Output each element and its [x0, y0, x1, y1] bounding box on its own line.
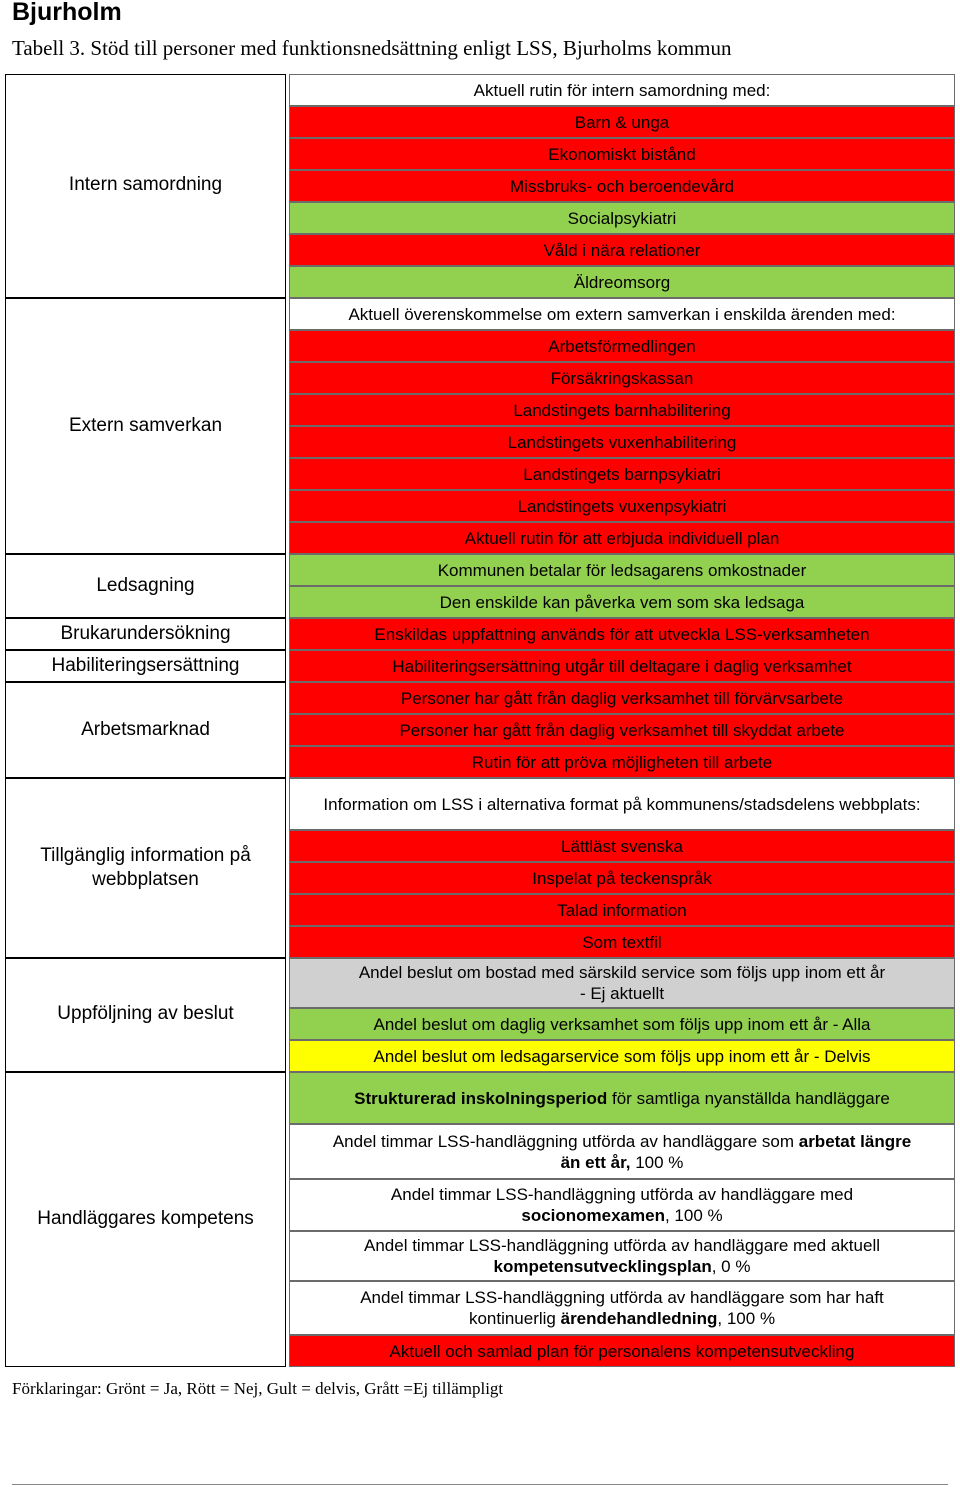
- label-extern-samverkan: Extern samverkan: [68, 415, 223, 436]
- row-forsakringskassan: Försäkringskassan: [289, 362, 955, 394]
- label-arbetsmarknad: Arbetsmarknad: [81, 719, 210, 740]
- row-arbetat-bold-1: arbetat längre: [798, 1131, 912, 1151]
- row-header-extern: Aktuell överenskommelse om extern samverkan i enskilda ärenden med:: [289, 298, 955, 330]
- row-rutin-arbete: Rutin för att pröva möjligheten till arbete: [289, 746, 955, 778]
- row-inskolning-bold: Strukturerad inskolningsperiod: [354, 1088, 608, 1108]
- row-samlad-plan: Aktuell och samlad plan för personalens kompetensutveckling: [289, 1335, 955, 1367]
- row-textfil: Som textfil: [289, 926, 955, 958]
- row-aldreomsorg: Äldreomsorg: [289, 266, 955, 298]
- row-handledning-text-b: kontinuerlig: [468, 1309, 561, 1328]
- row-bostad-text-1: Andel beslut om bostad med särskild service som följs upp inom ett år: [358, 963, 886, 982]
- row-header-intern: Aktuell rutin för intern samordning med:: [289, 74, 955, 106]
- page-heading: Bjurholm: [12, 0, 122, 26]
- label-intern-samordning: Intern samordning: [68, 174, 223, 195]
- legend-text: Förklaringar: Grönt = Ja, Rött = Nej, Gult = delvis, Grått =Ej tillämpligt: [12, 1379, 504, 1398]
- row-skyddat-arbete: Personer har gått från daglig verksamhet till skyddat arbete: [289, 714, 955, 746]
- row-daglig-uppfoljning: Andel beslut om daglig verksamhet som följs upp inom ett år - Alla: [289, 1008, 955, 1040]
- row-kompetensplan-text-a: Andel timmar LSS-handläggning utförda av handläggare med aktuell: [364, 1236, 880, 1255]
- row-inskolning-rest: för samtliga nyanställda handläggare: [607, 1088, 890, 1108]
- row-inskolning: [289, 1072, 955, 1124]
- row-ledsagar-uppfoljning: Andel beslut om ledsagarservice som följs upp inom ett år - Delvis: [289, 1040, 955, 1072]
- label-habiliteringsersattning: Habiliteringsersättning: [51, 655, 240, 676]
- row-forvarvsarbete: Personer har gått från daglig verksamhet till förvärvsarbete: [289, 682, 955, 714]
- footer-divider: [12, 1484, 948, 1485]
- label-handlaggares-kompetens: Handläggares kompetens: [37, 1208, 254, 1229]
- row-vald: Våld i nära relationer: [289, 234, 955, 266]
- label-brukarundersokning: Brukarundersökning: [60, 623, 231, 644]
- row-ekonomiskt-bistand: Ekonomiskt bistånd: [289, 138, 955, 170]
- table-title: Tabell 3. Stöd till personer med funktionsnedsättning enligt LSS, Bjurholms kommun: [12, 36, 732, 60]
- row-handledning-bold: ärendehandledning: [560, 1309, 718, 1328]
- label-info-line2: webbplatsen: [92, 869, 199, 890]
- row-socialpsykiatri: Socialpsykiatri: [289, 202, 955, 234]
- row-vuxenhabilitering: Landstingets vuxenhabilitering: [289, 426, 955, 458]
- row-bostad-uppfoljning: [289, 958, 955, 1008]
- row-enskildas-uppfattning: Enskildas uppfattning används för att utveckla LSS-verksamheten: [289, 618, 955, 650]
- row-arbetat-text-a: Andel timmar LSS-handläggning utförda av handläggare som: [332, 1131, 799, 1151]
- row-missbruk: Missbruks- och beroendevård: [289, 170, 955, 202]
- row-socionom-bold: socionomexamen: [521, 1206, 665, 1225]
- row-habiliteringsersattning: Habiliteringsersättning utgår till deltagare i daglig verksamhet: [289, 650, 955, 682]
- row-arbetsformedlingen: Arbetsförmedlingen: [289, 330, 955, 362]
- row-handledning-text-c: , 100 %: [717, 1309, 776, 1328]
- row-arbetat-bold-2: än ett år,: [560, 1152, 631, 1172]
- row-socionom-text-a: Andel timmar LSS-handläggning utförda av handläggare med: [390, 1185, 854, 1204]
- row-talad-information: Talad information: [289, 894, 955, 926]
- row-ledsagare-omkostnader: Kommunen betalar för ledsagarens omkostnader: [289, 554, 955, 586]
- row-kompetensplan-bold: kompetensutvecklingsplan: [493, 1257, 712, 1276]
- label-info-line1: Tillgänglig information på: [40, 845, 251, 866]
- row-header-info: Information om LSS i alternativa format på kommunens/stadsdelens webbplats:: [289, 778, 955, 830]
- row-vuxenpsykiatri: Landstingets vuxenpsykiatri: [289, 490, 955, 522]
- row-bostad-text-2: - Ej aktuellt: [579, 984, 665, 1003]
- label-uppfoljning: Uppföljning av beslut: [57, 1003, 234, 1024]
- row-kompetensplan: [289, 1231, 955, 1281]
- row-individuell-plan: Aktuell rutin för att erbjuda individuell plan: [289, 522, 955, 554]
- row-handledning-text-a: Andel timmar LSS-handläggning utförda av handläggare som har haft: [360, 1288, 884, 1307]
- row-barn-unga: Barn & unga: [289, 106, 955, 138]
- row-barnhabilitering: Landstingets barnhabilitering: [289, 394, 955, 426]
- row-teckensprak: Inspelat på teckenspråk: [289, 862, 955, 894]
- row-barnpsykiatri: Landstingets barnpsykiatri: [289, 458, 955, 490]
- row-paverka-ledsaga: Den enskilde kan påverka vem som ska ledsaga: [289, 586, 955, 618]
- row-arendehandledning: [289, 1281, 955, 1335]
- row-socionomexamen: [289, 1179, 955, 1231]
- row-socionom-text-b: , 100 %: [664, 1206, 723, 1225]
- row-arbetat-langre: [289, 1124, 955, 1179]
- row-arbetat-text-b: 100 %: [630, 1152, 684, 1172]
- row-lattlast: Lättläst svenska: [289, 830, 955, 862]
- row-kompetensplan-text-b: , 0 %: [711, 1257, 751, 1276]
- label-ledsagning: Ledsagning: [96, 575, 195, 596]
